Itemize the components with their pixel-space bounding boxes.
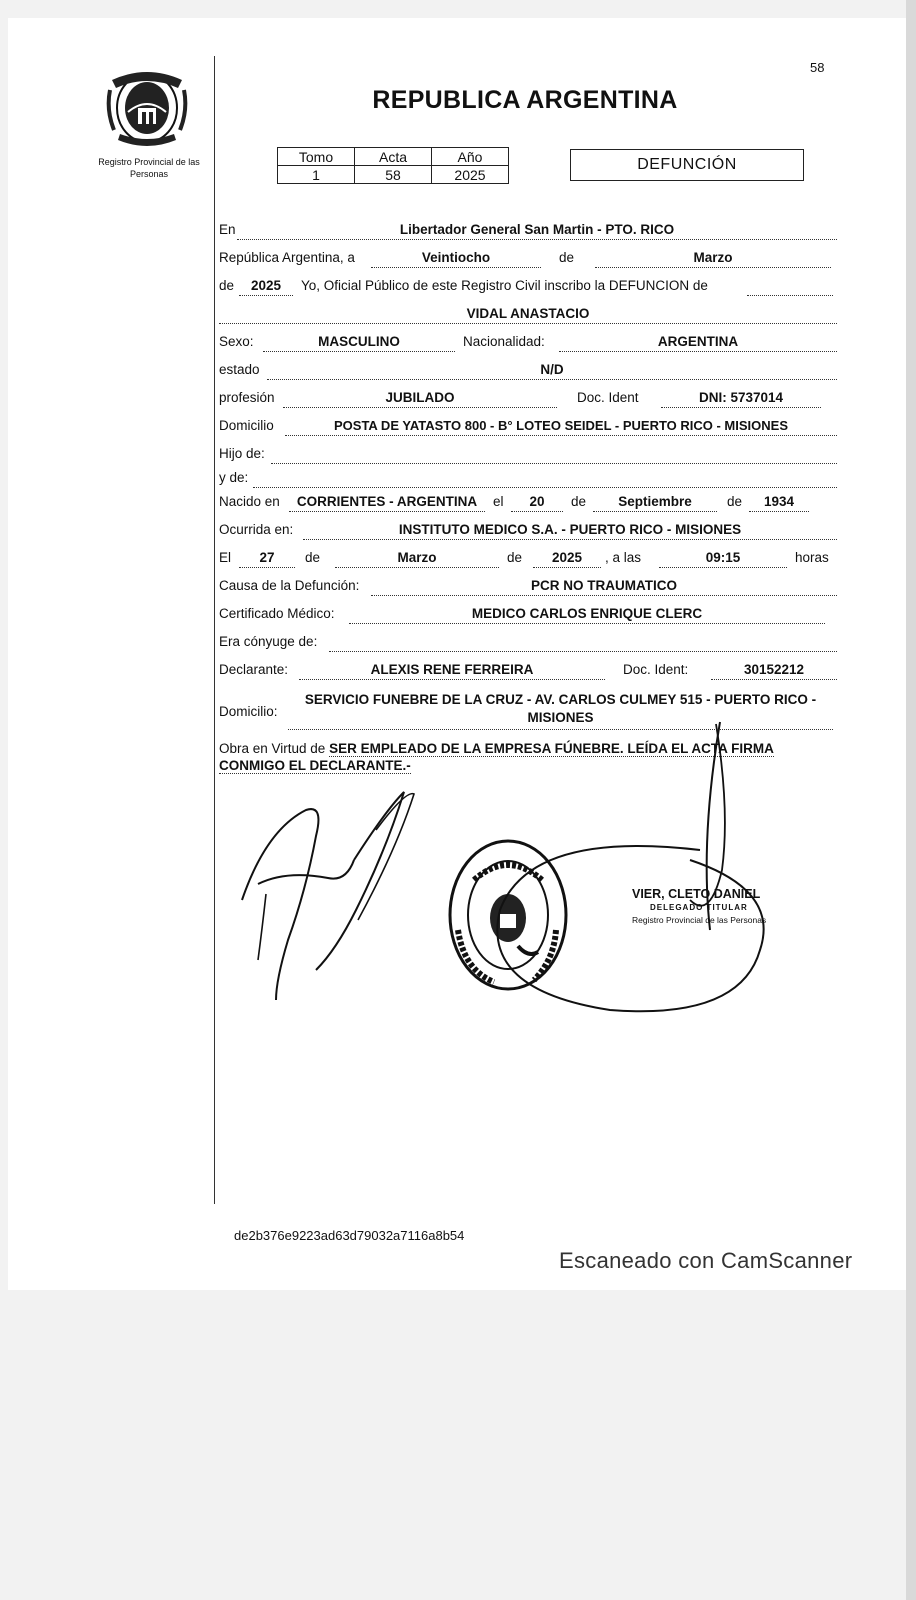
estado-label: estado — [219, 362, 260, 377]
domicilio2-label: Domicilio: — [219, 704, 278, 719]
conyuge-label: Era cónyuge de: — [219, 634, 318, 649]
death-time-value: 09:15 — [659, 548, 787, 568]
acta-value: 58 — [355, 166, 432, 184]
birth-day-value: 20 — [511, 492, 563, 512]
place-value: Libertador General San Martin - PTO. RICO — [237, 220, 837, 240]
record-type-box: DEFUNCIÓN — [570, 149, 804, 181]
causa-value: PCR NO TRAUMATICO — [371, 576, 837, 596]
birth-year-value: 1934 — [749, 492, 809, 512]
month-value: Marzo — [595, 248, 831, 268]
de-death-year-label: de — [507, 550, 523, 565]
death-year-value: 2025 — [533, 548, 601, 568]
declarante-domicilio-value: SERVICIO FUNEBRE DE LA CRUZ - AV. CARLOS CULMEY 515 - PUERTO RICO - MISIONES — [288, 691, 833, 730]
inscribe-text: Yo, Oficial Público de este Registro Civil inscribo la DEFUNCION de — [301, 278, 708, 293]
tomo-value: 1 — [278, 166, 355, 184]
declarante-label: Declarante: — [219, 662, 289, 677]
official-org: Registro Provincial de las Personas — [632, 915, 767, 925]
certificado-value: MEDICO CARLOS ENRIQUE CLERC — [349, 604, 825, 624]
document-title: REPUBLICA ARGENTINA — [372, 86, 678, 114]
anio-header: Año — [432, 148, 509, 166]
official-signature — [490, 720, 780, 1030]
de-death-label: de — [305, 550, 321, 565]
declarant-signature — [236, 790, 436, 1010]
hijo-label: Hijo de: — [219, 446, 265, 461]
official-role: DELEGADO TITULAR — [650, 903, 748, 912]
y-de-dots — [253, 468, 837, 488]
el-label: el — [493, 494, 504, 509]
official-name: VIER, CLETO DANIEL — [632, 887, 761, 901]
de-birth-label: de — [571, 494, 587, 509]
el-cap-label: El — [219, 550, 232, 565]
birth-month-value: Septiembre — [593, 492, 717, 512]
registry-label: Registro Provincial de las Personas — [98, 157, 200, 179]
record-table-values — [278, 166, 509, 184]
obra-value: SER EMPLEADO DE LA EMPRESA FÚNEBRE. LEÍDA EL ACTA FIRMA CONMIGO EL DECLARANTE.- — [219, 741, 774, 773]
death-month-value: Marzo — [335, 548, 499, 568]
year-value: 2025 — [239, 276, 293, 296]
certificado-label: Certificado Médico: — [219, 606, 335, 621]
profesion-label: profesión — [219, 390, 275, 405]
document-hash: de2b376e9223ad63d79032a7116a8b54 — [234, 1228, 465, 1243]
conyuge-dots — [329, 632, 837, 652]
doc-ident2-label: Doc. Ident: — [623, 662, 689, 677]
doc-ident-label: Doc. Ident — [577, 390, 639, 405]
page-number: 58 — [810, 60, 825, 75]
de-year-label: de — [219, 278, 235, 293]
camscanner-watermark: Escaneado con CamScanner — [559, 1248, 853, 1273]
margin-line — [214, 56, 215, 1204]
republica-label: República Argentina, a — [219, 250, 355, 265]
profesion-value: JUBILADO — [283, 388, 557, 408]
nacido-label: Nacido en — [219, 494, 280, 509]
sexo-value: MASCULINO — [263, 332, 455, 352]
de-label: de — [559, 250, 575, 265]
ocurrida-value: INSTITUTO MEDICO S.A. - PUERTO RICO - MISIONES — [303, 520, 837, 540]
official-block — [632, 888, 766, 927]
a-las-label: , a las — [605, 550, 642, 565]
day-words-value: Veintiocho — [371, 248, 541, 268]
inscribe-dots — [747, 276, 833, 296]
declarante-doc-value: 30152212 — [711, 660, 837, 680]
de-birth-year-label: de — [727, 494, 743, 509]
en-label: En — [219, 222, 236, 237]
declarante-value: ALEXIS RENE FERREIRA — [299, 660, 605, 680]
horas-label: horas — [795, 550, 829, 565]
hijo-dots — [271, 444, 837, 464]
death-day-value: 27 — [239, 548, 295, 568]
tomo-header: Tomo — [278, 148, 355, 166]
nacido-value: CORRIENTES - ARGENTINA — [289, 492, 485, 512]
deceased-name: VIDAL ANASTACIO — [219, 304, 837, 324]
document-sheet — [8, 18, 908, 1290]
ocurrida-label: Ocurrida en: — [219, 522, 294, 537]
record-table-header — [278, 148, 509, 166]
domicilio-label: Domicilio — [219, 418, 274, 433]
scan-edge — [906, 0, 916, 1600]
causa-label: Causa de la Defunción: — [219, 578, 360, 593]
y-de-label: y de: — [219, 470, 249, 485]
record-table — [277, 147, 509, 184]
domicilio-value: POSTA DE YATASTO 800 - B° LOTEO SEIDEL - PUERTO RICO - MISIONES — [285, 416, 837, 436]
anio-value: 2025 — [432, 166, 509, 184]
nacionalidad-value: ARGENTINA — [559, 332, 837, 352]
acta-header: Acta — [355, 148, 432, 166]
doc-ident-value: DNI: 5737014 — [661, 388, 821, 408]
nacionalidad-label: Nacionalidad: — [463, 334, 545, 349]
obra-label: Obra en Virtud de — [219, 741, 326, 756]
estado-value: N/D — [267, 360, 837, 380]
sexo-label: Sexo: — [219, 334, 254, 349]
